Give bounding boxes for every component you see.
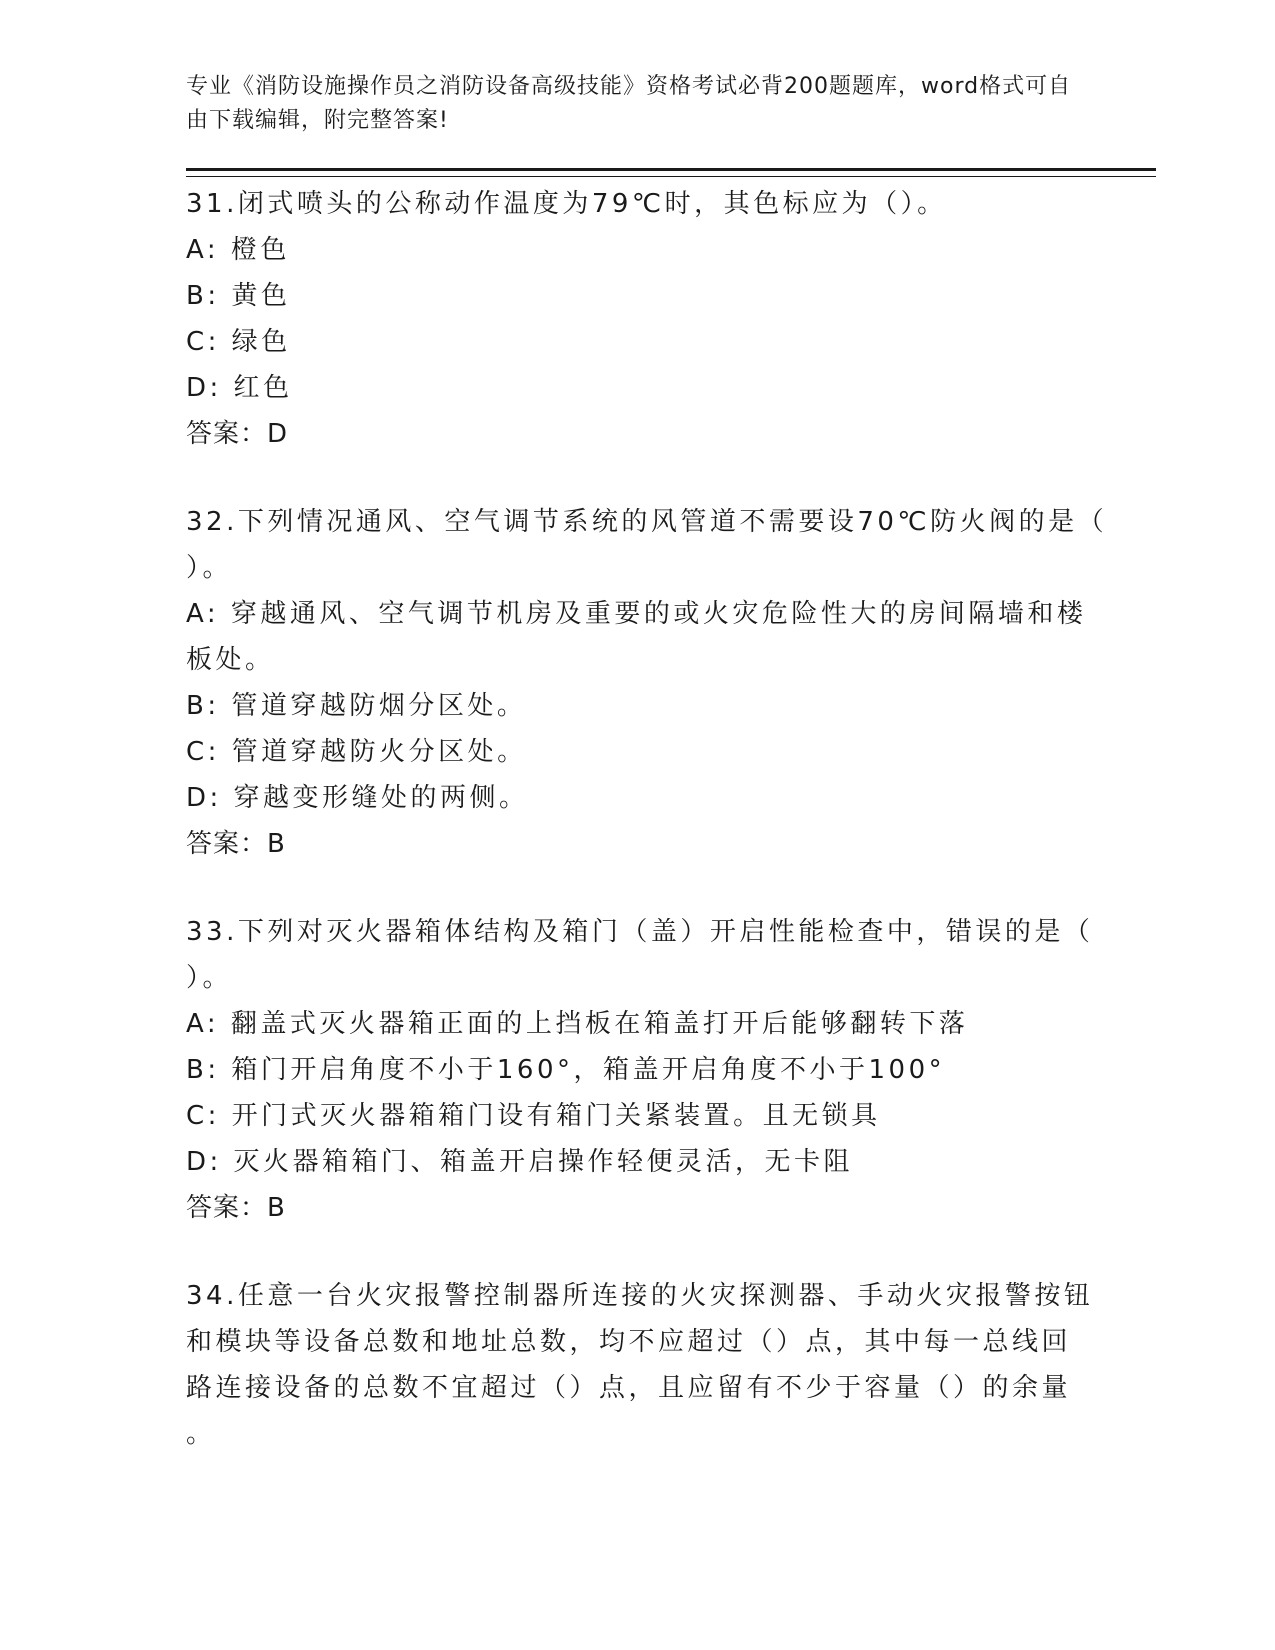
option-c: C: 绿色 xyxy=(186,327,291,357)
question-stem: 32.下列情况通风、空气调节系统的风管道不需要设70℃防火阀的是（ xyxy=(186,507,1108,537)
question-32 xyxy=(186,499,1156,867)
question-stem: 31.闭式喷头的公称动作温度为79℃时，其色标应为（）。 xyxy=(186,189,947,219)
option-a: A: 橙色 xyxy=(186,235,290,265)
option-a: A: 穿越通风、空气调节机房及重要的或火灾危险性大的房间隔墙和楼 xyxy=(186,599,1087,629)
question-stem: 33.下列对灭火器箱体结构及箱门（盖）开启性能检查中，错误的是（ xyxy=(186,917,1094,947)
option-a: A: 翻盖式灭火器箱正面的上挡板在箱盖打开后能够翻转下落 xyxy=(186,1009,969,1039)
question-stem-cont: ）。 xyxy=(186,963,233,993)
question-34 xyxy=(186,1273,1156,1457)
question-stem-cont: 。 xyxy=(186,1419,216,1449)
header-divider xyxy=(186,168,1156,177)
document-page xyxy=(186,70,1156,1457)
option-a-cont: 板处。 xyxy=(186,645,275,675)
question-31 xyxy=(186,181,1156,457)
option-d: D: 穿越变形缝处的两侧。 xyxy=(186,783,529,813)
question-stem-cont: ）。 xyxy=(186,553,233,583)
question-stem: 34.任意一台火灾报警控制器所连接的火灾探测器、手动火灾报警按钮 xyxy=(186,1281,1094,1311)
question-stem-cont: 和模块等设备总数和地址总数，均不应超过（）点，其中每一总线回 xyxy=(186,1327,1072,1357)
question-33 xyxy=(186,909,1156,1231)
option-d: D: 灭火器箱箱门、箱盖开启操作轻便灵活，无卡阻 xyxy=(186,1147,854,1177)
option-c: C: 开门式灭火器箱箱门设有箱门关紧装置。且无锁具 xyxy=(186,1101,881,1131)
option-b: B: 管道穿越防烟分区处。 xyxy=(186,691,527,721)
option-d: D: 红色 xyxy=(186,373,293,403)
document-intro: 专业《消防设施操作员之消防设备高级技能》资格考试必背200题题库，word格式可自由下载编辑，附完整答案! xyxy=(186,74,1072,133)
option-c: C: 管道穿越防火分区处。 xyxy=(186,737,527,767)
question-stem-cont: 路连接设备的总数不宜超过（）点，且应留有不少于容量（）的余量 xyxy=(186,1373,1072,1403)
answer-label: 答案：B xyxy=(186,829,286,859)
option-b: B: 箱门开启角度不小于160°，箱盖开启角度不小于100° xyxy=(186,1055,946,1085)
answer-label: 答案：B xyxy=(186,1193,286,1223)
answer-label: 答案：D xyxy=(186,419,289,449)
option-b: B: 黄色 xyxy=(186,281,291,311)
